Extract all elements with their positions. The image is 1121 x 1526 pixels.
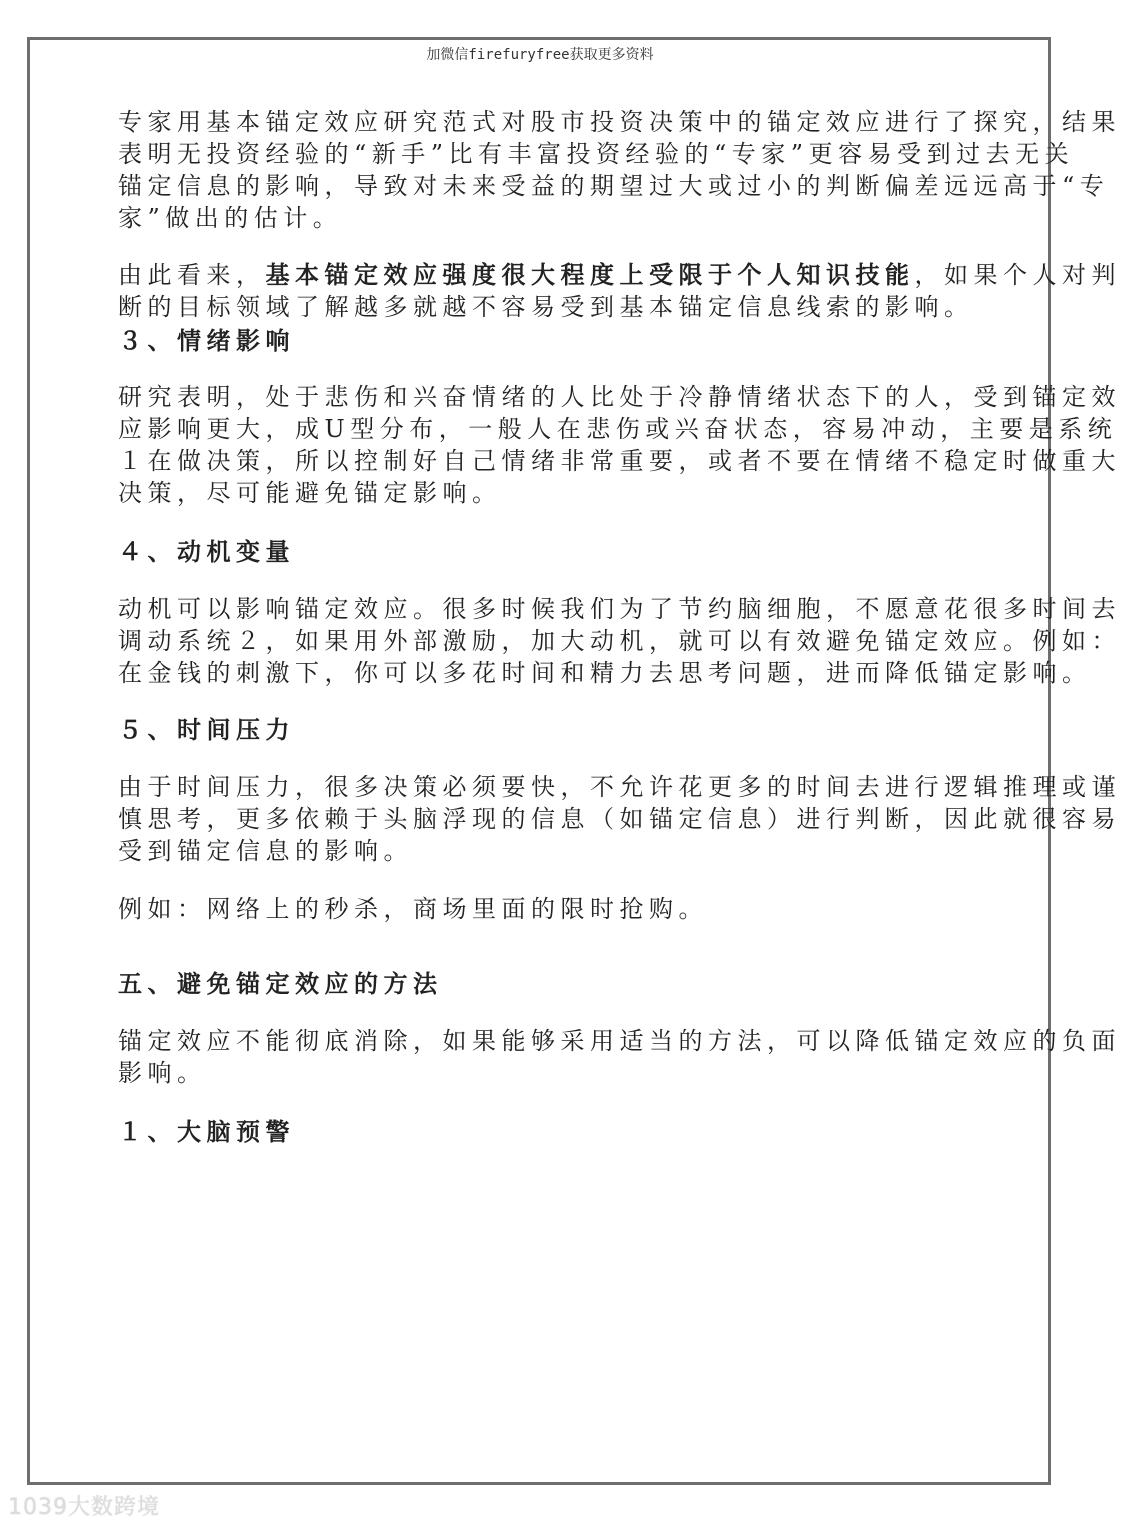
text-line: 应影响更大，成U型分布，一般人在悲伤或兴奋状态，容易冲动，主要是系统 — [118, 415, 1118, 443]
heading-text: ５、时间压力 — [118, 715, 295, 744]
heading-text: ３、情绪影响 — [118, 326, 295, 355]
text-line: 锚定效应不能彻底消除，如果能够采用适当的方法，可以降低锚定效应的负面 — [118, 1027, 1121, 1055]
text-line: 例如：网络上的秒杀，商场里面的限时抢购。 — [118, 895, 708, 923]
text-line: 锚定信息的影响，导致对未来受益的期望过大或过小的判断偏差远远高于“专 — [118, 172, 1110, 200]
page-border — [27, 37, 1121, 1485]
text-line: 专家用基本锚定效应研究范式对股市投资决策中的锚定效应进行了探究，结果 — [118, 108, 1121, 136]
text-line: 家”做出的估计。 — [118, 204, 343, 232]
paragraph-emotion — [118, 381, 1121, 509]
text-line: 受到锚定信息的影响。 — [118, 837, 413, 865]
paragraph-example — [118, 893, 968, 925]
paragraph-conclusion — [118, 259, 1121, 323]
heading-brain-warning — [118, 1116, 968, 1148]
page-header: 加微信firefuryfree获取更多资料 — [426, 47, 654, 63]
text-line: 研究表明，处于悲伤和兴奋情绪的人比处于冷静情绪状态下的人，受到锚定效 — [118, 383, 1121, 411]
text-line: 表明无投资经验的“新手”比有丰富投资经验的“专家”更容易受到过去无关 — [118, 140, 1075, 168]
paragraph-time-pressure — [118, 771, 1121, 867]
watermark-logo: 1039大数跨境 — [8, 1495, 160, 1520]
text-line: 决策，尽可能避免锚定影响。 — [118, 479, 502, 507]
text-line: 动机可以影响锚定效应。很多时候我们为了节约脑细胞，不愿意花很多时间去 — [118, 595, 1121, 623]
paragraph-experts — [118, 106, 1121, 234]
heading-motivation — [118, 536, 968, 568]
text-line: 调动系统２，如果用外部激励，加大动机，就可以有效避免锚定效应。例如： — [118, 627, 1121, 655]
heading-text: １、大脑预警 — [118, 1117, 295, 1146]
heading-text: ４、动机变量 — [118, 537, 295, 566]
paragraph-avoid-intro — [118, 1025, 1121, 1089]
text-line — [118, 259, 1121, 291]
text-line: １在做决策，所以控制好自己情绪非常重要，或者不要在情绪不稳定时做重大 — [118, 447, 1121, 475]
text-line: 断的目标领域了解越多就越不容易受到基本锚定信息线索的影响。 — [118, 293, 974, 321]
heading-time-pressure — [118, 714, 968, 746]
text-line: 由于时间压力，很多决策必须要快，不允许花更多的时间去进行逻辑推理或谨 — [118, 773, 1121, 801]
heading-avoid-methods — [118, 968, 968, 1000]
text-line: 慎思考，更多依赖于头脑浮现的信息（如锚定信息）进行判断，因此就很容易 — [118, 805, 1121, 833]
heading-text: 五、避免锚定效应的方法 — [118, 969, 443, 998]
heading-emotion — [118, 325, 968, 357]
text-run: ，如果个人对判 — [914, 261, 1121, 289]
paragraph-motivation — [118, 593, 1121, 689]
bold-emphasis: 基本锚定效应强度很大程度上受限于个人知识技能 — [265, 260, 915, 289]
text-line: 影响。 — [118, 1059, 207, 1087]
text-line: 在金钱的刺激下，你可以多花时间和精力去思考问题，进而降低锚定影响。 — [118, 659, 1092, 687]
text-run: 由此看来， — [118, 261, 266, 289]
